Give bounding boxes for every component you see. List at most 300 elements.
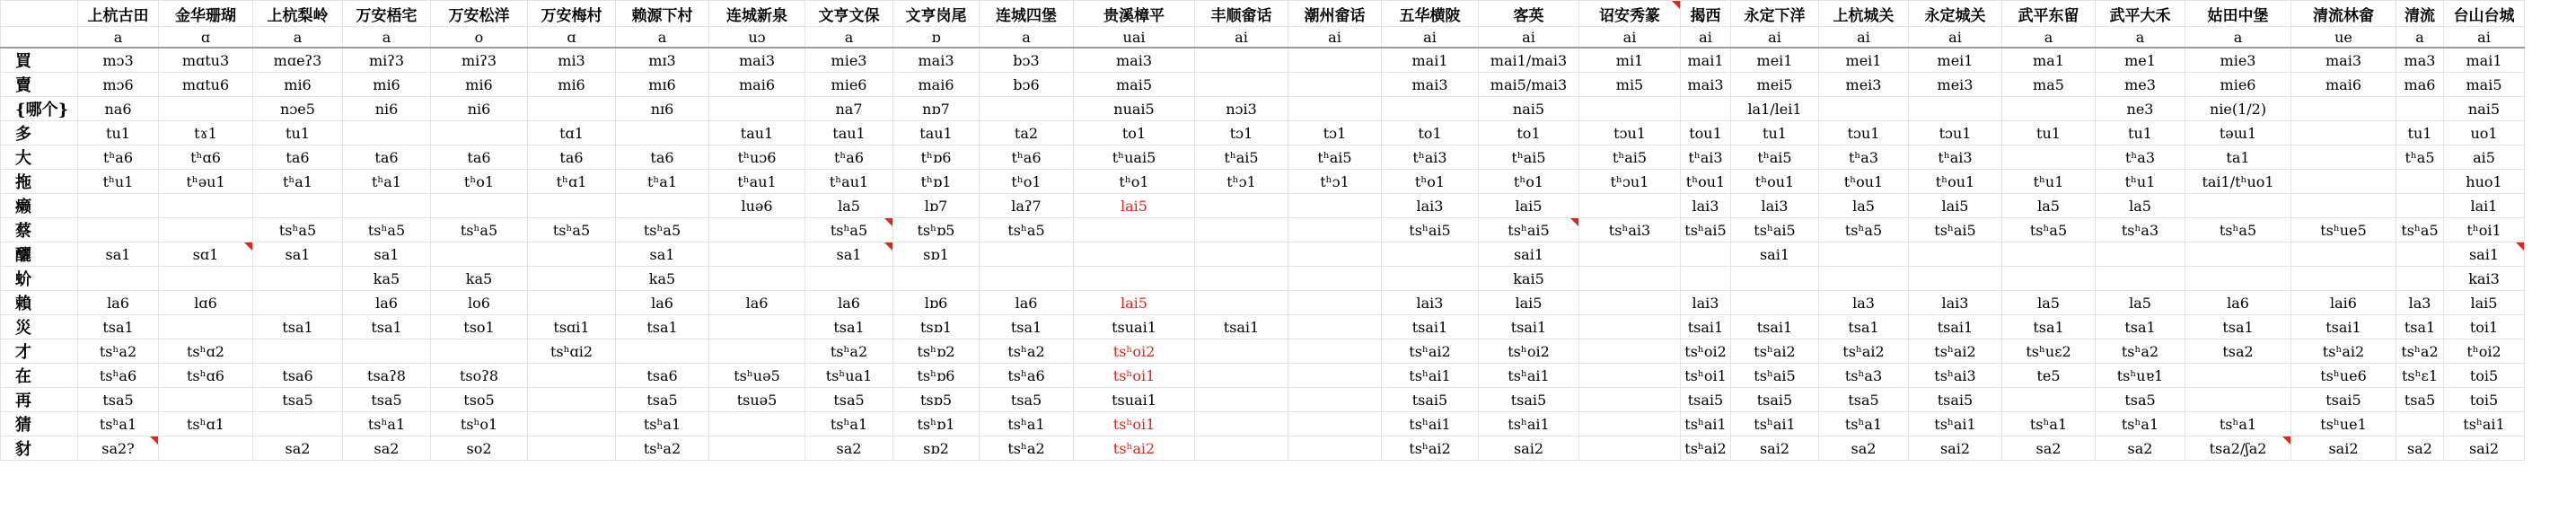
row-header-character[interactable]: 蔡 bbox=[1, 218, 78, 242]
table-cell[interactable]: lai5 bbox=[1074, 291, 1195, 315]
table-cell[interactable]: tʰai3 bbox=[1382, 145, 1479, 170]
table-cell[interactable]: tʰau1 bbox=[805, 170, 893, 194]
table-cell[interactable]: nɔe5 bbox=[253, 97, 343, 121]
table-cell[interactable]: tɔu1 bbox=[1579, 121, 1681, 145]
table-cell[interactable]: lai3 bbox=[1681, 194, 1731, 218]
table-cell[interactable]: mai3 bbox=[1074, 48, 1195, 73]
table-cell[interactable] bbox=[253, 412, 343, 436]
table-cell[interactable]: la5 bbox=[2096, 291, 2185, 315]
table-cell[interactable]: tsʰa5 bbox=[253, 218, 343, 242]
column-header-rhyme[interactable]: uai bbox=[1074, 27, 1195, 48]
column-header-location[interactable]: 客英 bbox=[1479, 1, 1579, 27]
table-cell[interactable]: mei1 bbox=[1909, 48, 2002, 73]
table-cell[interactable]: sa1 bbox=[616, 242, 709, 267]
table-cell[interactable]: tsa5 bbox=[2096, 388, 2185, 412]
table-cell[interactable]: tsai5 bbox=[1681, 388, 1731, 412]
table-cell[interactable]: tʰoi2 bbox=[2444, 339, 2525, 364]
table-cell[interactable]: sa1 bbox=[78, 242, 159, 267]
table-cell[interactable]: sai2 bbox=[1909, 436, 2002, 461]
table-cell[interactable] bbox=[528, 267, 616, 291]
table-cell[interactable] bbox=[2291, 170, 2396, 194]
table-cell[interactable]: ma3 bbox=[2396, 48, 2444, 73]
table-cell[interactable]: tsʰai1 bbox=[1479, 364, 1579, 388]
table-cell[interactable]: tʰu1 bbox=[2002, 170, 2096, 194]
table-cell[interactable]: sa2 bbox=[2396, 436, 2444, 461]
row-header-character[interactable]: 在 bbox=[1, 364, 78, 388]
table-cell[interactable]: tsa6 bbox=[253, 364, 343, 388]
table-cell[interactable]: tsʰai5 bbox=[1681, 218, 1731, 242]
corner-cell[interactable] bbox=[1, 1, 78, 27]
table-cell[interactable]: mi6 bbox=[343, 73, 431, 97]
row-header-character[interactable]: 大 bbox=[1, 145, 78, 170]
table-cell[interactable]: tʰuɔ6 bbox=[709, 145, 805, 170]
table-cell[interactable]: lai5 bbox=[1479, 291, 1579, 315]
table-cell[interactable] bbox=[1288, 364, 1382, 388]
table-cell[interactable]: sai2 bbox=[2444, 436, 2525, 461]
table-cell[interactable] bbox=[1074, 267, 1195, 291]
table-cell[interactable]: la5 bbox=[1819, 194, 1909, 218]
table-cell[interactable]: tsʰɒ2 bbox=[893, 339, 980, 364]
table-cell[interactable]: tʰou1 bbox=[1681, 170, 1731, 194]
table-cell[interactable]: tʰou1 bbox=[1909, 170, 2002, 194]
table-cell[interactable]: bɔ6 bbox=[980, 73, 1074, 97]
table-cell[interactable] bbox=[1195, 218, 1288, 242]
table-cell[interactable]: tso5 bbox=[431, 388, 528, 412]
table-cell[interactable]: tsa1 bbox=[805, 315, 893, 339]
column-header-location[interactable]: 万安梅村 bbox=[528, 1, 616, 27]
table-cell[interactable] bbox=[528, 412, 616, 436]
table-cell[interactable]: tsʰo1 bbox=[431, 412, 528, 436]
table-cell[interactable] bbox=[1681, 97, 1731, 121]
table-cell[interactable]: ka5 bbox=[431, 267, 528, 291]
table-cell[interactable]: tsʰoi2 bbox=[1681, 339, 1731, 364]
table-cell[interactable]: sai1 bbox=[1731, 242, 1819, 267]
table-cell[interactable]: lɒ6 bbox=[893, 291, 980, 315]
table-cell[interactable]: tsa5 bbox=[78, 388, 159, 412]
row-header-character[interactable]: 才 bbox=[1, 339, 78, 364]
table-cell[interactable]: mie6 bbox=[2185, 73, 2291, 97]
table-cell[interactable]: lai3 bbox=[1909, 291, 2002, 315]
table-cell[interactable] bbox=[2396, 242, 2444, 267]
table-cell[interactable]: tu1 bbox=[1731, 121, 1819, 145]
table-cell[interactable]: lai5 bbox=[1909, 194, 2002, 218]
table-cell[interactable]: tʰou1 bbox=[1819, 170, 1909, 194]
table-cell[interactable] bbox=[528, 388, 616, 412]
table-cell[interactable]: ma5 bbox=[2002, 73, 2096, 97]
table-cell[interactable]: tsʰa1 bbox=[2185, 412, 2291, 436]
table-cell[interactable]: tʰa5 bbox=[2396, 145, 2444, 170]
table-cell[interactable]: tʰai3 bbox=[1909, 145, 2002, 170]
column-header-rhyme[interactable]: ai bbox=[1731, 27, 1819, 48]
table-cell[interactable] bbox=[1195, 412, 1288, 436]
table-cell[interactable]: so2 bbox=[431, 436, 528, 461]
table-cell[interactable] bbox=[2002, 388, 2096, 412]
table-cell[interactable]: tsuai1 bbox=[1074, 388, 1195, 412]
table-cell[interactable]: tʰɑ1 bbox=[528, 170, 616, 194]
table-cell[interactable] bbox=[2096, 242, 2185, 267]
table-cell[interactable] bbox=[1195, 48, 1288, 73]
table-cell[interactable]: tsʰɑ2 bbox=[159, 339, 253, 364]
table-cell[interactable]: mei5 bbox=[1731, 73, 1819, 97]
table-cell[interactable]: mai1 bbox=[1681, 48, 1731, 73]
table-cell[interactable] bbox=[343, 339, 431, 364]
table-cell[interactable]: tsaʔ8 bbox=[343, 364, 431, 388]
table-cell[interactable] bbox=[1382, 97, 1479, 121]
table-cell[interactable]: ni6 bbox=[431, 97, 528, 121]
column-header-rhyme[interactable]: a bbox=[2002, 27, 2096, 48]
column-header-location[interactable]: 姑田中堡 bbox=[2185, 1, 2291, 27]
table-cell[interactable]: tɑ1 bbox=[528, 121, 616, 145]
table-cell[interactable]: lai3 bbox=[1382, 194, 1479, 218]
table-cell[interactable]: tsʰɑi2 bbox=[528, 339, 616, 364]
table-cell[interactable]: tso1 bbox=[431, 315, 528, 339]
table-cell[interactable]: tsʰa5 bbox=[805, 218, 893, 242]
table-cell[interactable]: tsʰai5 bbox=[1731, 364, 1819, 388]
table-cell[interactable]: tsʰai1 bbox=[1909, 412, 2002, 436]
table-cell[interactable] bbox=[2291, 242, 2396, 267]
table-cell[interactable]: tsa1 bbox=[2096, 315, 2185, 339]
column-header-location[interactable]: 台山台城 bbox=[2444, 1, 2525, 27]
table-cell[interactable]: na7 bbox=[805, 97, 893, 121]
column-header-rhyme[interactable]: a bbox=[616, 27, 709, 48]
table-cell[interactable] bbox=[1731, 291, 1819, 315]
table-cell[interactable]: tɔ1 bbox=[1195, 121, 1288, 145]
table-cell[interactable]: tsʰa2 bbox=[616, 436, 709, 461]
table-cell[interactable]: tsʰue6 bbox=[2291, 364, 2396, 388]
table-cell[interactable] bbox=[1288, 73, 1382, 97]
table-cell[interactable] bbox=[1195, 194, 1288, 218]
table-cell[interactable] bbox=[253, 267, 343, 291]
table-cell[interactable]: tsʰa1 bbox=[78, 412, 159, 436]
table-cell[interactable]: toi1 bbox=[2444, 315, 2525, 339]
table-cell[interactable]: tsa5 bbox=[980, 388, 1074, 412]
table-cell[interactable]: sɒ2 bbox=[893, 436, 980, 461]
table-cell[interactable] bbox=[1288, 291, 1382, 315]
column-header-location[interactable]: 诏安秀篆 bbox=[1579, 1, 1681, 27]
table-cell[interactable]: ta1 bbox=[2185, 145, 2291, 170]
table-cell[interactable]: tu1 bbox=[2096, 121, 2185, 145]
table-cell[interactable]: tsʰa1 bbox=[980, 412, 1074, 436]
table-cell[interactable] bbox=[1382, 267, 1479, 291]
table-cell[interactable]: kai3 bbox=[2444, 267, 2525, 291]
table-cell[interactable]: sai1 bbox=[1479, 242, 1579, 267]
table-cell[interactable]: la6 bbox=[805, 291, 893, 315]
table-cell[interactable] bbox=[1288, 97, 1382, 121]
table-cell[interactable]: mai1/mai3 bbox=[1479, 48, 1579, 73]
table-cell[interactable]: tsʰa5 bbox=[2396, 218, 2444, 242]
column-header-rhyme[interactable]: ai bbox=[1909, 27, 2002, 48]
table-cell[interactable]: tsʰai2 bbox=[1819, 339, 1909, 364]
table-cell[interactable] bbox=[2002, 242, 2096, 267]
table-cell[interactable] bbox=[893, 267, 980, 291]
table-cell[interactable]: sa1 bbox=[805, 242, 893, 267]
table-cell[interactable] bbox=[1195, 339, 1288, 364]
table-cell[interactable] bbox=[1579, 339, 1681, 364]
table-cell[interactable]: tsai5 bbox=[1731, 388, 1819, 412]
table-cell[interactable]: sa1 bbox=[253, 242, 343, 267]
table-cell[interactable] bbox=[709, 242, 805, 267]
table-cell[interactable]: tsa5 bbox=[253, 388, 343, 412]
table-cell[interactable]: mɪ3 bbox=[616, 48, 709, 73]
column-header-location[interactable]: 武平大禾 bbox=[2096, 1, 2185, 27]
table-cell[interactable]: tsa1 bbox=[2002, 315, 2096, 339]
table-cell[interactable]: mai5 bbox=[2444, 73, 2525, 97]
table-cell[interactable]: mie3 bbox=[805, 48, 893, 73]
table-cell[interactable]: tsʰoi2 bbox=[1074, 339, 1195, 364]
table-cell[interactable]: tsʰɑ6 bbox=[159, 364, 253, 388]
table-cell[interactable] bbox=[1909, 267, 2002, 291]
table-cell[interactable]: tʰo1 bbox=[1074, 170, 1195, 194]
table-cell[interactable]: tsʰue1 bbox=[2291, 412, 2396, 436]
table-cell[interactable]: tsa6 bbox=[616, 364, 709, 388]
table-cell[interactable]: ta6 bbox=[528, 145, 616, 170]
table-cell[interactable]: to1 bbox=[1382, 121, 1479, 145]
table-cell[interactable]: tu1 bbox=[253, 121, 343, 145]
table-cell[interactable]: lɒ7 bbox=[893, 194, 980, 218]
table-cell[interactable]: tsʰuɐ1 bbox=[2096, 364, 2185, 388]
table-cell[interactable] bbox=[528, 436, 616, 461]
table-cell[interactable]: tsʰai2 bbox=[1382, 436, 1479, 461]
table-cell[interactable] bbox=[1195, 242, 1288, 267]
table-cell[interactable]: nai5 bbox=[2444, 97, 2525, 121]
table-cell[interactable] bbox=[709, 339, 805, 364]
table-cell[interactable]: lai5 bbox=[1074, 194, 1195, 218]
table-cell[interactable] bbox=[2291, 145, 2396, 170]
table-cell[interactable]: mai1 bbox=[2444, 48, 2525, 73]
table-cell[interactable]: ma6 bbox=[2396, 73, 2444, 97]
table-cell[interactable]: la1/lei1 bbox=[1731, 97, 1819, 121]
table-cell[interactable] bbox=[431, 194, 528, 218]
table-cell[interactable]: mɔ3 bbox=[78, 48, 159, 73]
table-cell[interactable] bbox=[431, 121, 528, 145]
table-cell[interactable]: tu1 bbox=[2002, 121, 2096, 145]
table-cell[interactable]: tsʰai5 bbox=[1479, 218, 1579, 242]
table-cell[interactable] bbox=[1579, 242, 1681, 267]
column-header-location[interactable]: 连城新泉 bbox=[709, 1, 805, 27]
table-cell[interactable]: lɑ6 bbox=[159, 291, 253, 315]
table-cell[interactable]: mi5 bbox=[1579, 73, 1681, 97]
table-cell[interactable]: ka5 bbox=[343, 267, 431, 291]
table-cell[interactable]: tsʰa6 bbox=[78, 364, 159, 388]
row-header-character[interactable]: {哪个} bbox=[1, 97, 78, 121]
table-cell[interactable]: ta6 bbox=[253, 145, 343, 170]
table-cell[interactable] bbox=[1288, 48, 1382, 73]
table-cell[interactable]: nie(1/2) bbox=[2185, 97, 2291, 121]
table-cell[interactable]: toi5 bbox=[2444, 364, 2525, 388]
table-cell[interactable]: tsa5 bbox=[1819, 388, 1909, 412]
table-cell[interactable] bbox=[2002, 267, 2096, 291]
table-cell[interactable] bbox=[78, 267, 159, 291]
table-cell[interactable] bbox=[2396, 412, 2444, 436]
column-header-rhyme[interactable]: uɔ bbox=[709, 27, 805, 48]
table-cell[interactable]: tsʰai1 bbox=[2444, 412, 2525, 436]
table-cell[interactable]: tsa5 bbox=[343, 388, 431, 412]
column-header-location[interactable]: 武平东留 bbox=[2002, 1, 2096, 27]
table-cell[interactable]: sa2 bbox=[2096, 436, 2185, 461]
column-header-location[interactable]: 万安松洋 bbox=[431, 1, 528, 27]
row-header-character[interactable]: 豺 bbox=[1, 436, 78, 461]
table-cell[interactable]: mi6 bbox=[253, 73, 343, 97]
table-cell[interactable]: sai2 bbox=[1731, 436, 1819, 461]
table-cell[interactable]: tsʰa5 bbox=[431, 218, 528, 242]
table-cell[interactable]: mɑtu3 bbox=[159, 48, 253, 73]
table-cell[interactable]: tsʰai2 bbox=[1909, 339, 2002, 364]
column-header-rhyme[interactable]: ai bbox=[1819, 27, 1909, 48]
column-header-location[interactable]: 赖源下村 bbox=[616, 1, 709, 27]
table-cell[interactable]: la6 bbox=[709, 291, 805, 315]
table-cell[interactable]: miʔ3 bbox=[343, 48, 431, 73]
table-cell[interactable]: tu1 bbox=[78, 121, 159, 145]
column-header-location[interactable]: 永定城关 bbox=[1909, 1, 2002, 27]
table-cell[interactable]: tsai5 bbox=[2291, 388, 2396, 412]
table-cell[interactable]: la3 bbox=[1819, 291, 1909, 315]
table-cell[interactable]: tsʰai2 bbox=[1382, 339, 1479, 364]
column-header-rhyme[interactable]: a bbox=[2185, 27, 2291, 48]
table-cell[interactable]: mai3 bbox=[1681, 73, 1731, 97]
table-cell[interactable]: lai3 bbox=[1382, 291, 1479, 315]
table-cell[interactable] bbox=[2396, 97, 2444, 121]
table-cell[interactable] bbox=[1819, 97, 1909, 121]
table-cell[interactable]: tai1/tʰuo1 bbox=[2185, 170, 2291, 194]
table-cell[interactable]: mei3 bbox=[1819, 73, 1909, 97]
table-cell[interactable]: na6 bbox=[78, 97, 159, 121]
table-cell[interactable]: tʰo1 bbox=[431, 170, 528, 194]
table-cell[interactable]: tsʰa5 bbox=[980, 218, 1074, 242]
table-cell[interactable]: nɪ6 bbox=[616, 97, 709, 121]
table-cell[interactable]: tsʰa5 bbox=[2002, 218, 2096, 242]
table-cell[interactable]: tsʰai5 bbox=[1909, 218, 2002, 242]
table-cell[interactable] bbox=[2185, 242, 2291, 267]
table-cell[interactable] bbox=[1074, 218, 1195, 242]
column-header-location[interactable]: 丰顺畲话 bbox=[1195, 1, 1288, 27]
table-cell[interactable]: mai6 bbox=[2291, 73, 2396, 97]
table-cell[interactable]: tʰa3 bbox=[1819, 145, 1909, 170]
table-cell[interactable]: təɯ1 bbox=[2185, 121, 2291, 145]
table-cell[interactable] bbox=[2096, 267, 2185, 291]
table-cell[interactable] bbox=[2396, 170, 2444, 194]
column-header-rhyme[interactable]: ai bbox=[1195, 27, 1288, 48]
table-cell[interactable]: tsʰai1 bbox=[1681, 412, 1731, 436]
table-cell[interactable]: tʰu1 bbox=[78, 170, 159, 194]
table-cell[interactable]: tsa1 bbox=[616, 315, 709, 339]
row-header-character[interactable]: 癞 bbox=[1, 194, 78, 218]
column-header-location[interactable]: 上杭城关 bbox=[1819, 1, 1909, 27]
table-cell[interactable]: ta6 bbox=[343, 145, 431, 170]
table-cell[interactable]: tsʰai1 bbox=[1731, 412, 1819, 436]
table-cell[interactable] bbox=[431, 242, 528, 267]
table-cell[interactable]: tsai5 bbox=[1382, 388, 1479, 412]
table-cell[interactable] bbox=[616, 194, 709, 218]
column-header-location[interactable]: 贵溪樟平 bbox=[1074, 1, 1195, 27]
table-cell[interactable] bbox=[1579, 315, 1681, 339]
table-cell[interactable]: tsʰa5 bbox=[1819, 218, 1909, 242]
table-cell[interactable]: tʰɒ6 bbox=[893, 145, 980, 170]
table-cell[interactable] bbox=[1681, 242, 1731, 267]
table-cell[interactable] bbox=[2291, 121, 2396, 145]
table-cell[interactable]: tsai1 bbox=[1382, 315, 1479, 339]
table-cell[interactable]: tu1 bbox=[2396, 121, 2444, 145]
table-cell[interactable]: tsai1 bbox=[1909, 315, 2002, 339]
table-cell[interactable] bbox=[1819, 242, 1909, 267]
table-cell[interactable]: ta6 bbox=[616, 145, 709, 170]
table-cell[interactable]: mai6 bbox=[893, 73, 980, 97]
column-header-location[interactable]: 上杭古田 bbox=[78, 1, 159, 27]
table-cell[interactable] bbox=[2185, 364, 2291, 388]
table-cell[interactable]: tsʰoi2 bbox=[1479, 339, 1579, 364]
table-cell[interactable]: te5 bbox=[2002, 364, 2096, 388]
column-header-rhyme[interactable]: a bbox=[253, 27, 343, 48]
table-cell[interactable]: tsʰai5 bbox=[1731, 218, 1819, 242]
table-cell[interactable]: tsʰa5 bbox=[528, 218, 616, 242]
table-cell[interactable]: ni6 bbox=[343, 97, 431, 121]
table-cell[interactable]: mɑtu6 bbox=[159, 73, 253, 97]
table-cell[interactable] bbox=[159, 218, 253, 242]
table-cell[interactable]: mɔ6 bbox=[78, 73, 159, 97]
table-cell[interactable]: tsʰa1 bbox=[2096, 412, 2185, 436]
table-cell[interactable]: tsʰa1 bbox=[343, 412, 431, 436]
table-cell[interactable] bbox=[1195, 267, 1288, 291]
table-cell[interactable]: tsʰai3 bbox=[1909, 364, 2002, 388]
table-cell[interactable] bbox=[2002, 145, 2096, 170]
table-cell[interactable]: lai1 bbox=[2444, 194, 2525, 218]
table-cell[interactable]: tʰa3 bbox=[2096, 145, 2185, 170]
table-cell[interactable]: tʰɑ6 bbox=[159, 145, 253, 170]
table-cell[interactable] bbox=[1195, 436, 1288, 461]
column-header-rhyme[interactable]: ue bbox=[2291, 27, 2396, 48]
table-cell[interactable] bbox=[2002, 97, 2096, 121]
table-cell[interactable]: uo1 bbox=[2444, 121, 2525, 145]
row-header-character[interactable]: 釃 bbox=[1, 242, 78, 267]
table-cell[interactable]: huo1 bbox=[2444, 170, 2525, 194]
table-cell[interactable]: tsai5 bbox=[1479, 388, 1579, 412]
column-header-rhyme[interactable]: ɒ bbox=[893, 27, 980, 48]
table-cell[interactable]: tou1 bbox=[1681, 121, 1731, 145]
table-cell[interactable] bbox=[1731, 267, 1819, 291]
table-cell[interactable]: tʰa1 bbox=[616, 170, 709, 194]
table-cell[interactable]: mei3 bbox=[1909, 73, 2002, 97]
table-cell[interactable]: la6 bbox=[980, 291, 1074, 315]
table-cell[interactable]: tsa2 bbox=[2185, 339, 2291, 364]
table-cell[interactable]: to1 bbox=[1074, 121, 1195, 145]
table-cell[interactable]: tsʰuə5 bbox=[709, 364, 805, 388]
table-cell[interactable]: tsɑi1 bbox=[528, 315, 616, 339]
table-cell[interactable]: mi3 bbox=[528, 48, 616, 73]
table-cell[interactable] bbox=[1681, 267, 1731, 291]
table-cell[interactable]: tsʰai1 bbox=[1479, 412, 1579, 436]
table-cell[interactable] bbox=[343, 121, 431, 145]
table-cell[interactable]: mie3 bbox=[2185, 48, 2291, 73]
table-cell[interactable]: la5 bbox=[805, 194, 893, 218]
table-cell[interactable] bbox=[159, 267, 253, 291]
table-cell[interactable]: tsʰua1 bbox=[805, 364, 893, 388]
column-header-location[interactable]: 上杭梨岭 bbox=[253, 1, 343, 27]
table-cell[interactable]: ka5 bbox=[616, 267, 709, 291]
table-cell[interactable]: mɑeʔ3 bbox=[253, 48, 343, 73]
table-cell[interactable]: sa1 bbox=[343, 242, 431, 267]
table-cell[interactable] bbox=[528, 291, 616, 315]
table-cell[interactable]: tsʰa2 bbox=[805, 339, 893, 364]
table-cell[interactable]: tsʰue5 bbox=[2291, 218, 2396, 242]
table-cell[interactable]: la5 bbox=[2096, 194, 2185, 218]
table-cell[interactable] bbox=[1579, 364, 1681, 388]
table-cell[interactable]: tsa1 bbox=[1819, 315, 1909, 339]
table-cell[interactable]: tsʰai3 bbox=[1579, 218, 1681, 242]
table-cell[interactable] bbox=[1579, 97, 1681, 121]
table-cell[interactable] bbox=[78, 194, 159, 218]
column-header-rhyme[interactable]: ai bbox=[1288, 27, 1382, 48]
table-cell[interactable]: la6 bbox=[343, 291, 431, 315]
column-header-location[interactable]: 潮州畲话 bbox=[1288, 1, 1382, 27]
